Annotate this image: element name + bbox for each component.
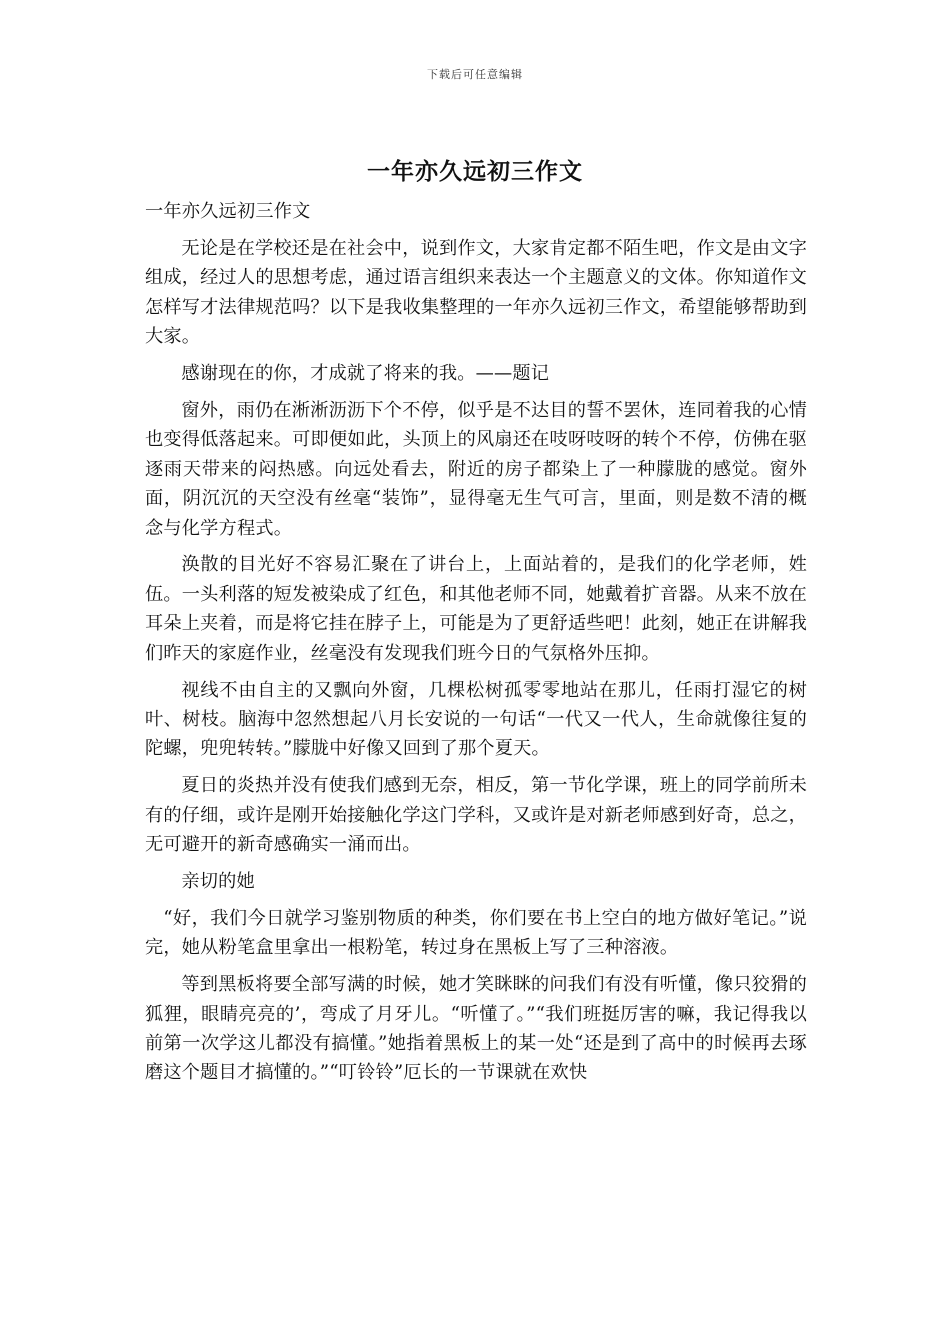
document-body xyxy=(145,197,807,1095)
paragraph-summer: 夏日的炎热并没有使我们感到无奈，相反，第一节化学课，班上的同学前所未有的仔细，或许是刚开始接触化学这门学科，又或许是对新老师感到好奇，总之，无可避开的新奇感确实一涌而出。 xyxy=(145,775,807,856)
header-note: 下载后可任意编辑 xyxy=(427,68,523,81)
paragraph-blackboard: 等到黑板将要全部写满的时候，她才笑眯眯的问我们有没有听懂，像只狡猾的狐狸，眼睛亮亮的’，弯成了月牙儿。“听懂了。”“我们班挺厉害的嘛，我记得我以前第一次学这儿都没有搞懂。”她指着黑板上的某一处“还是到了高中的时候再去琢磨这个题目才搞懂的。”“叮铃铃”厄长的一节课就在欢快 xyxy=(145,974,807,1084)
paragraph-intro: 无论是在学校还是在社会中，说到作文，大家肯定都不陌生吧，作文是由文字组成，经过人的思想考虑，通过语言组织来表达一个主题意义的文体。你知道作文怎样写才法律规范吗？以下是我收集整理的一年亦久远初三作文，希望能够帮助到大家。 xyxy=(145,237,807,348)
paragraph-window-rain: 窗外，雨仍在淅淅沥沥下个不停，似乎是不达目的誓不罢休，连同着我的心情也变得低落起来。可即便如此，头顶上的风扇还在吱呀吱呀的转个不停，仿佛在驱逐雨天带来的闷热感。向远处看去，附近的房子都染上了一种朦胧的感觉。窗外面，阴沉沉的天空没有丝毫“装饰”，显得毫无生气可言，里面，则是数不清的概念与化学方程式。 xyxy=(145,399,807,539)
section-heading: 亲切的她 xyxy=(181,871,255,893)
paragraph-lesson: “好，我们今日就学习鉴别物质的种类，你们要在书上空白的地方做好笔记。”说完，她从粉笔盒里拿出一根粉笔，转过身在黑板上写了三种溶液。 xyxy=(145,907,807,959)
paragraph-teacher: 涣散的目光好不容易汇聚在了讲台上，上面站着的，是我们的化学老师，姓伍。一头利落的短发被染成了红色，和其他老师不同，她戴着扩音器。从来不放在耳朵上夹着，而是将它挂在脖子上，可能是为了更舒适些吧！此刻，她正在讲解我们昨天的家庭作业，丝毫没有发现我们班今日的气氛格外压抑。 xyxy=(145,554,807,664)
document-title: 一年亦久远初三作文 xyxy=(367,158,583,185)
paragraph-pine-trees: 视线不由自主的又飘向外窗，几棵松树孤零零地站在那儿，任雨打湿它的树叶、树枝。脑海中忽然想起八月长安说的一句话“一代又一代人，生命就像往复的陀螺，兜兜转转。”朦胧中好像又回到了那个夏天。 xyxy=(145,679,807,760)
paragraph-epigraph: 感谢现在的你，才成就了将来的我。——题记 xyxy=(181,363,550,385)
document-subtitle: 一年亦久远初三作文 xyxy=(145,201,311,222)
